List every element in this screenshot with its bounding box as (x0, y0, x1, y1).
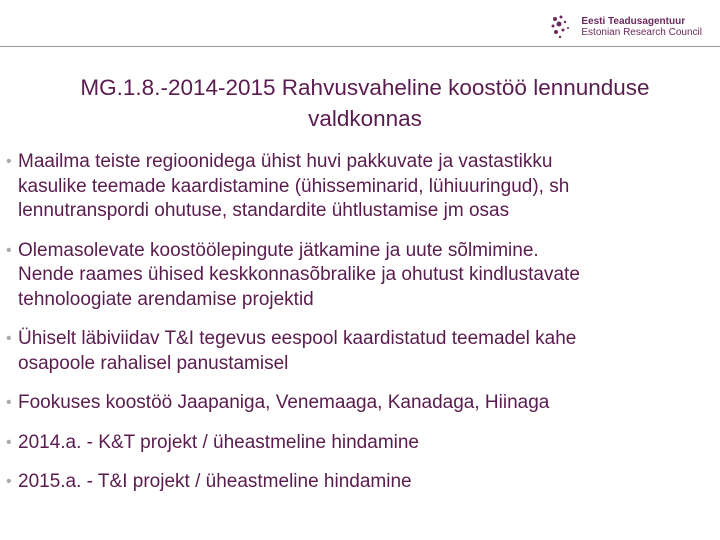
bullet-line: kasulike teemade kaardistamine (ühisseminarid, lühiuuringud), sh (18, 175, 570, 197)
bullet-line: lennutranspordi ohutuse, standardite ühtlustamise jm osas (18, 200, 510, 221)
slide-title-line2: valdkonnas (308, 106, 422, 131)
bullet-line: osapoole rahalisel panustamisel (18, 352, 289, 374)
bullet-dot-icon: • (6, 330, 12, 347)
bullet-dot-icon: • (6, 433, 12, 451)
bullet-item (6, 470, 714, 495)
bullet-item (6, 431, 714, 456)
logo-mark-icon (549, 14, 575, 40)
bullet-list (6, 150, 714, 510)
slide-title-line1: MG.1.8.-2014-2015 Rahvusvaheline koostöö lennunduse (80, 75, 650, 100)
bullet-item (6, 239, 714, 313)
bullet-line: 2015.a. - T&I projekt / üheastmeline hindamine (18, 471, 412, 492)
logo-text-line1: Eesti Teadusagentuur (581, 16, 686, 27)
slide-title (20, 72, 710, 134)
bullet-line: Ühiselt läbiviidav T&I tegevus eespool kaardistatud teemadel kahe (18, 328, 577, 349)
logo-text-line2: Estonian Research Council (581, 27, 702, 38)
bullet-item (6, 327, 714, 376)
bullet-line: Olemasolevate koostöölepingute jätkamine ja uute sõlmimine. (18, 239, 539, 261)
bullet-dot-icon: • (6, 473, 12, 490)
header-divider (0, 46, 720, 47)
bullet-item (6, 150, 714, 224)
bullet-line: Fookuses koostöö Jaapaniga, Venemaaga, Kanadaga, Hiinaga (18, 392, 550, 413)
bullet-line: tehnoloogiate arendamise projektid (18, 288, 314, 310)
estonian-research-council-logo (549, 14, 702, 40)
bullet-line: Maailma teiste regioonidega ühist huvi pakkuvate ja vastastikku (18, 151, 553, 172)
bullet-line: Nende raames ühised keskkonnasõbralike ja ohutust kindlustavate (18, 264, 580, 285)
bullet-dot-icon: • (6, 153, 12, 170)
bullet-line: 2014.a. - K&T projekt / üheastmeline hindamine (18, 431, 419, 453)
bullet-dot-icon: • (6, 394, 12, 411)
bullet-dot-icon: • (6, 241, 12, 259)
bullet-item (6, 391, 714, 416)
